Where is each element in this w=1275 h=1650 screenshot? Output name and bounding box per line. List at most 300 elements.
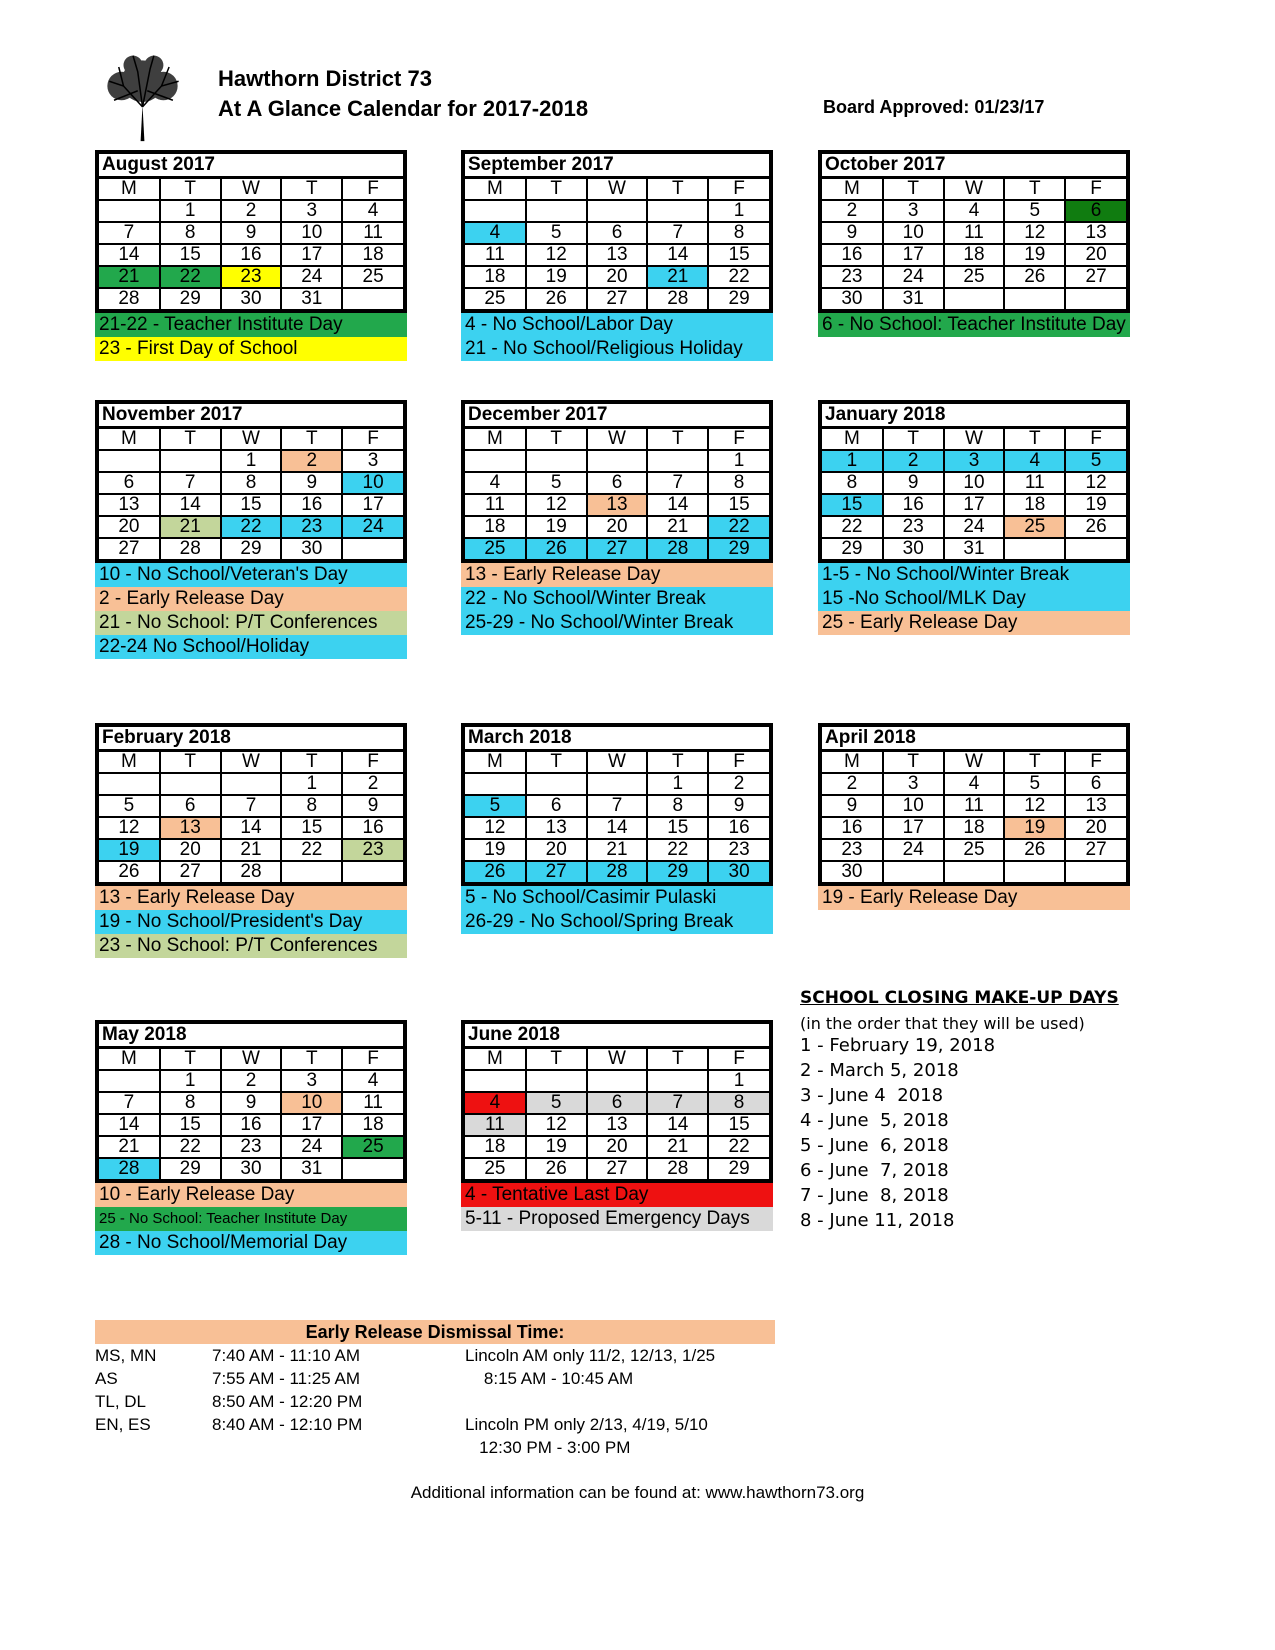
- day-cell: [647, 450, 708, 472]
- makeup-heading: SCHOOL CLOSING MAKE-UP DAYS: [800, 988, 1119, 1008]
- day-cell: 24: [342, 516, 403, 538]
- legend-note: 1-5 - No School/Winter Break: [818, 563, 1130, 587]
- weekday-header: M: [99, 752, 160, 773]
- legend-note: 13 - Early Release Day: [95, 886, 407, 910]
- legend-note: 22 - No School/Winter Break: [461, 587, 773, 611]
- day-cell: 9: [281, 472, 342, 494]
- board-approved: Board Approved: 01/23/17: [823, 97, 1045, 117]
- day-cell: 5: [1065, 450, 1126, 472]
- day-cell: 25: [465, 538, 526, 559]
- day-cell: 4: [465, 222, 526, 244]
- day-cell: [281, 861, 342, 882]
- day-cell: 28: [160, 538, 221, 559]
- day-cell: 6: [160, 795, 221, 817]
- month-name: September 2017: [465, 154, 769, 179]
- early-release-school: MS, MN: [95, 1346, 157, 1365]
- day-cell: 3: [883, 200, 944, 222]
- day-cell: [944, 861, 1005, 882]
- day-cell: [526, 1070, 587, 1092]
- legend-note: 10 - No School/Veteran's Day: [95, 563, 407, 587]
- day-cell: 4: [465, 472, 526, 494]
- day-cell: 5: [526, 472, 587, 494]
- day-cell: 17: [342, 494, 403, 516]
- day-cell: 19: [99, 839, 160, 861]
- day-cell: 28: [647, 288, 708, 309]
- day-cell: 25: [465, 288, 526, 309]
- day-cell: 27: [160, 861, 221, 882]
- day-cell: 1: [160, 1070, 221, 1092]
- early-release-section: [95, 1320, 775, 1459]
- day-cell: 1: [708, 450, 769, 472]
- day-cell: 3: [281, 1070, 342, 1092]
- day-cell: 1: [708, 1070, 769, 1092]
- day-cell: 14: [587, 817, 648, 839]
- day-cell: 26: [1004, 839, 1065, 861]
- day-cell: [944, 288, 1005, 309]
- day-cell: 8: [708, 472, 769, 494]
- month-grid: [95, 150, 407, 313]
- day-cell: 11: [342, 1092, 403, 1114]
- day-cell: 14: [99, 1114, 160, 1136]
- day-cell: [221, 773, 282, 795]
- day-cell: 24: [883, 839, 944, 861]
- early-release-row: [95, 1436, 775, 1459]
- weekday-header: W: [944, 429, 1005, 450]
- day-cell: 18: [465, 266, 526, 288]
- day-cell: 13: [1065, 222, 1126, 244]
- weekday-header: F: [342, 179, 403, 200]
- day-cell: 30: [221, 1158, 282, 1179]
- early-release-row: [95, 1390, 775, 1413]
- day-cell: 14: [647, 244, 708, 266]
- legend-note: 28 - No School/Memorial Day: [95, 1231, 407, 1255]
- day-cell: 10: [281, 1092, 342, 1114]
- month-grid: [95, 400, 407, 563]
- day-cell: 8: [647, 795, 708, 817]
- day-cell: 4: [465, 1092, 526, 1114]
- day-cell: 8: [708, 1092, 769, 1114]
- day-cell: 9: [221, 1092, 282, 1114]
- day-cell: 26: [526, 538, 587, 559]
- day-cell: 6: [587, 222, 648, 244]
- day-cell: 8: [160, 1092, 221, 1114]
- day-cell: 16: [221, 244, 282, 266]
- day-cell: 21: [647, 266, 708, 288]
- month-calendar: [461, 150, 773, 361]
- tree-logo-icon: [95, 48, 190, 143]
- weekday-header: T: [647, 429, 708, 450]
- weekday-header: M: [465, 1049, 526, 1070]
- day-cell: [342, 288, 403, 309]
- early-release-time: 8:50 AM - 12:20 PM: [212, 1392, 363, 1411]
- early-release-row: [95, 1413, 775, 1436]
- makeup-item: 1 - February 19, 2018: [800, 1035, 996, 1056]
- day-cell: [526, 773, 587, 795]
- early-release-note: Lincoln PM only 2/13, 4/19, 5/10: [465, 1415, 708, 1434]
- day-cell: [99, 773, 160, 795]
- day-cell: 16: [822, 244, 883, 266]
- day-cell: 21: [99, 1136, 160, 1158]
- weekday-header: T: [526, 1049, 587, 1070]
- day-cell: 28: [647, 1158, 708, 1179]
- day-cell: 4: [1004, 450, 1065, 472]
- makeup-item: 4 - June 5, 2018: [800, 1110, 949, 1131]
- day-cell: 3: [281, 200, 342, 222]
- legend-note: 21 - No School: P/T Conferences: [95, 611, 407, 635]
- day-cell: 6: [587, 1092, 648, 1114]
- day-cell: 17: [944, 494, 1005, 516]
- day-cell: 8: [708, 222, 769, 244]
- day-cell: 13: [587, 244, 648, 266]
- day-cell: 5: [1004, 773, 1065, 795]
- day-cell: 20: [587, 266, 648, 288]
- day-cell: 26: [1004, 266, 1065, 288]
- weekday-header: W: [587, 1049, 648, 1070]
- day-cell: 24: [883, 266, 944, 288]
- day-cell: 15: [281, 817, 342, 839]
- day-cell: [587, 450, 648, 472]
- day-cell: [647, 1070, 708, 1092]
- day-cell: 25: [1004, 516, 1065, 538]
- weekday-header: T: [526, 752, 587, 773]
- weekday-header: T: [647, 179, 708, 200]
- month-calendar: [95, 400, 407, 659]
- day-cell: 21: [160, 516, 221, 538]
- day-cell: 11: [944, 795, 1005, 817]
- day-cell: [465, 773, 526, 795]
- month-legend: [818, 563, 1130, 635]
- weekday-header: W: [587, 752, 648, 773]
- day-cell: 2: [708, 773, 769, 795]
- day-cell: 25: [944, 839, 1005, 861]
- day-cell: 9: [822, 222, 883, 244]
- early-release-table: [95, 1344, 775, 1459]
- day-cell: [99, 200, 160, 222]
- day-cell: 8: [281, 795, 342, 817]
- weekday-header: F: [342, 429, 403, 450]
- day-cell: 2: [281, 450, 342, 472]
- legend-note: 5-11 - Proposed Emergency Days: [461, 1207, 773, 1231]
- day-cell: 26: [526, 1158, 587, 1179]
- month-name: April 2018: [822, 727, 1126, 752]
- early-release-school: TL, DL: [95, 1392, 147, 1411]
- weekday-header: W: [587, 429, 648, 450]
- day-cell: 12: [465, 817, 526, 839]
- day-cell: 23: [342, 839, 403, 861]
- day-cell: 26: [465, 861, 526, 882]
- day-cell: 6: [1065, 200, 1126, 222]
- day-cell: 1: [708, 200, 769, 222]
- weekday-header: T: [160, 752, 221, 773]
- weekday-header: M: [465, 429, 526, 450]
- day-cell: 16: [221, 1114, 282, 1136]
- day-cell: 29: [221, 538, 282, 559]
- day-cell: 12: [526, 1114, 587, 1136]
- weekday-header: T: [281, 1049, 342, 1070]
- day-cell: 22: [822, 516, 883, 538]
- makeup-item: 2 - March 5, 2018: [800, 1060, 959, 1081]
- weekday-header: M: [99, 179, 160, 200]
- day-cell: 21: [587, 839, 648, 861]
- day-cell: 23: [221, 266, 282, 288]
- day-cell: [342, 538, 403, 559]
- day-cell: 23: [822, 266, 883, 288]
- day-cell: 29: [708, 538, 769, 559]
- day-cell: 3: [342, 450, 403, 472]
- day-cell: 4: [944, 773, 1005, 795]
- weekday-header: T: [1004, 179, 1065, 200]
- day-cell: 30: [822, 288, 883, 309]
- early-release-note: 8:15 AM - 10:45 AM: [465, 1369, 634, 1388]
- month-legend: [95, 1183, 407, 1255]
- day-cell: 2: [221, 1070, 282, 1092]
- day-cell: 12: [1004, 795, 1065, 817]
- day-cell: 22: [647, 839, 708, 861]
- district-name: Hawthorn District 73: [218, 66, 432, 91]
- weekday-header: M: [822, 179, 883, 200]
- day-cell: 27: [587, 538, 648, 559]
- day-cell: 12: [99, 817, 160, 839]
- day-cell: [99, 1070, 160, 1092]
- day-cell: 20: [587, 516, 648, 538]
- day-cell: [99, 450, 160, 472]
- weekday-header: F: [708, 179, 769, 200]
- day-cell: 19: [1004, 817, 1065, 839]
- month-grid: [95, 1020, 407, 1183]
- day-cell: 26: [99, 861, 160, 882]
- month-calendar: [461, 400, 773, 635]
- month-legend: [818, 886, 1130, 910]
- day-cell: 19: [1065, 494, 1126, 516]
- month-calendar: [461, 1020, 773, 1231]
- makeup-item: 6 - June 7, 2018: [800, 1160, 949, 1181]
- weekday-header: M: [465, 179, 526, 200]
- day-cell: [1004, 288, 1065, 309]
- day-cell: [160, 450, 221, 472]
- legend-note: 19 - Early Release Day: [818, 886, 1130, 910]
- day-cell: 28: [647, 538, 708, 559]
- month-calendar: [95, 150, 407, 361]
- day-cell: [1065, 288, 1126, 309]
- early-release-note: 12:30 PM - 3:00 PM: [465, 1438, 631, 1457]
- day-cell: 25: [342, 266, 403, 288]
- day-cell: 27: [587, 1158, 648, 1179]
- day-cell: 12: [526, 494, 587, 516]
- legend-note: 13 - Early Release Day: [461, 563, 773, 587]
- day-cell: 8: [822, 472, 883, 494]
- day-cell: 5: [526, 1092, 587, 1114]
- weekday-header: T: [160, 179, 221, 200]
- makeup-days-section: [800, 988, 1119, 1233]
- weekday-header: T: [647, 1049, 708, 1070]
- weekday-header: W: [944, 752, 1005, 773]
- day-cell: 11: [465, 244, 526, 266]
- weekday-header: T: [883, 179, 944, 200]
- day-cell: 15: [708, 494, 769, 516]
- day-cell: [465, 200, 526, 222]
- day-cell: [342, 1158, 403, 1179]
- weekday-header: F: [342, 1049, 403, 1070]
- early-release-note: Lincoln AM only 11/2, 12/13, 1/25: [465, 1346, 716, 1365]
- day-cell: 18: [465, 1136, 526, 1158]
- day-cell: 22: [708, 266, 769, 288]
- month-grid: [461, 723, 773, 886]
- day-cell: 4: [944, 200, 1005, 222]
- day-cell: 10: [944, 472, 1005, 494]
- day-cell: 22: [160, 1136, 221, 1158]
- day-cell: 25: [342, 1136, 403, 1158]
- day-cell: 11: [944, 222, 1005, 244]
- day-cell: 30: [221, 288, 282, 309]
- day-cell: 6: [526, 795, 587, 817]
- calendar-title: At A Glance Calendar for 2017-2018: [218, 96, 589, 121]
- day-cell: 23: [281, 516, 342, 538]
- day-cell: 24: [944, 516, 1005, 538]
- day-cell: 28: [99, 1158, 160, 1179]
- day-cell: 15: [221, 494, 282, 516]
- day-cell: 2: [342, 773, 403, 795]
- day-cell: 7: [647, 472, 708, 494]
- day-cell: 20: [526, 839, 587, 861]
- day-cell: 1: [221, 450, 282, 472]
- day-cell: [587, 773, 648, 795]
- legend-note: 23 - First Day of School: [95, 337, 407, 361]
- day-cell: 27: [1065, 839, 1126, 861]
- weekday-header: M: [99, 1049, 160, 1070]
- day-cell: 21: [99, 266, 160, 288]
- day-cell: 27: [526, 861, 587, 882]
- day-cell: 5: [526, 222, 587, 244]
- month-name: February 2018: [99, 727, 403, 752]
- day-cell: 21: [647, 1136, 708, 1158]
- day-cell: 10: [883, 795, 944, 817]
- day-cell: 7: [587, 795, 648, 817]
- makeup-item: 5 - June 6, 2018: [800, 1135, 949, 1156]
- early-release-time: 8:40 AM - 12:10 PM: [212, 1415, 363, 1434]
- day-cell: 7: [221, 795, 282, 817]
- day-cell: 27: [1065, 266, 1126, 288]
- legend-note: 15 -No School/MLK Day: [818, 587, 1130, 611]
- day-cell: 18: [944, 244, 1005, 266]
- legend-note: 5 - No School/Casimir Pulaski: [461, 886, 773, 910]
- day-cell: 11: [465, 1114, 526, 1136]
- day-cell: 9: [342, 795, 403, 817]
- day-cell: 7: [647, 222, 708, 244]
- month-calendar: [818, 400, 1130, 635]
- weekday-header: T: [647, 752, 708, 773]
- weekday-header: T: [1004, 752, 1065, 773]
- early-release-time: 7:55 AM - 11:25 AM: [212, 1369, 361, 1388]
- day-cell: 13: [587, 1114, 648, 1136]
- legend-note: 19 - No School/President's Day: [95, 910, 407, 934]
- day-cell: 22: [708, 516, 769, 538]
- weekday-header: T: [281, 179, 342, 200]
- weekday-header: T: [883, 429, 944, 450]
- day-cell: 9: [708, 795, 769, 817]
- weekday-header: F: [1065, 752, 1126, 773]
- day-cell: 29: [708, 1158, 769, 1179]
- day-cell: 28: [587, 861, 648, 882]
- month-legend: [95, 313, 407, 361]
- day-cell: 12: [1004, 222, 1065, 244]
- day-cell: 18: [342, 1114, 403, 1136]
- day-cell: 1: [822, 450, 883, 472]
- day-cell: 29: [160, 1158, 221, 1179]
- day-cell: 24: [281, 1136, 342, 1158]
- month-name: May 2018: [99, 1024, 403, 1049]
- day-cell: 29: [708, 288, 769, 309]
- day-cell: 15: [647, 817, 708, 839]
- day-cell: 4: [342, 1070, 403, 1092]
- month-grid: [818, 400, 1130, 563]
- day-cell: 28: [221, 861, 282, 882]
- day-cell: 19: [465, 839, 526, 861]
- day-cell: 19: [526, 266, 587, 288]
- weekday-header: F: [708, 752, 769, 773]
- makeup-item: 3 - June 4 2018: [800, 1085, 944, 1106]
- day-cell: [465, 450, 526, 472]
- day-cell: 6: [1065, 773, 1126, 795]
- weekday-header: T: [281, 752, 342, 773]
- early-release-school: AS: [95, 1369, 118, 1388]
- day-cell: 7: [160, 472, 221, 494]
- day-cell: [526, 200, 587, 222]
- legend-note: 25 - Early Release Day: [818, 611, 1130, 635]
- month-legend: [95, 563, 407, 659]
- footer-info: Additional information can be found at: www.hawthorn73.org: [410, 1483, 865, 1502]
- day-cell: 22: [221, 516, 282, 538]
- early-release-row: [95, 1367, 775, 1390]
- weekday-header: W: [221, 1049, 282, 1070]
- day-cell: 7: [99, 222, 160, 244]
- month-calendar: [461, 723, 773, 934]
- month-grid: [461, 150, 773, 313]
- day-cell: 13: [1065, 795, 1126, 817]
- day-cell: 18: [465, 516, 526, 538]
- day-cell: [1004, 538, 1065, 559]
- day-cell: 29: [647, 861, 708, 882]
- day-cell: 17: [883, 817, 944, 839]
- weekday-header: M: [822, 752, 883, 773]
- day-cell: [160, 773, 221, 795]
- weekday-header: W: [221, 752, 282, 773]
- day-cell: 22: [160, 266, 221, 288]
- month-calendar: [95, 723, 407, 958]
- legend-note: 4 - No School/Labor Day: [461, 313, 773, 337]
- day-cell: 11: [1004, 472, 1065, 494]
- day-cell: 16: [822, 817, 883, 839]
- legend-note: 10 - Early Release Day: [95, 1183, 407, 1207]
- day-cell: 15: [822, 494, 883, 516]
- day-cell: 31: [281, 1158, 342, 1179]
- weekday-header: T: [281, 429, 342, 450]
- day-cell: [883, 861, 944, 882]
- day-cell: 14: [647, 494, 708, 516]
- early-release-row: [95, 1344, 775, 1367]
- day-cell: 4: [342, 200, 403, 222]
- month-grid: [461, 400, 773, 563]
- day-cell: 31: [944, 538, 1005, 559]
- month-name: August 2017: [99, 154, 403, 179]
- weekday-header: F: [1065, 429, 1126, 450]
- day-cell: 1: [160, 200, 221, 222]
- legend-note: 6 - No School: Teacher Institute Day: [818, 313, 1130, 337]
- day-cell: 23: [883, 516, 944, 538]
- month-calendar: [95, 1020, 407, 1255]
- legend-note: 21-22 - Teacher Institute Day: [95, 313, 407, 337]
- day-cell: 17: [281, 244, 342, 266]
- legend-note: 23 - No School: P/T Conferences: [95, 934, 407, 958]
